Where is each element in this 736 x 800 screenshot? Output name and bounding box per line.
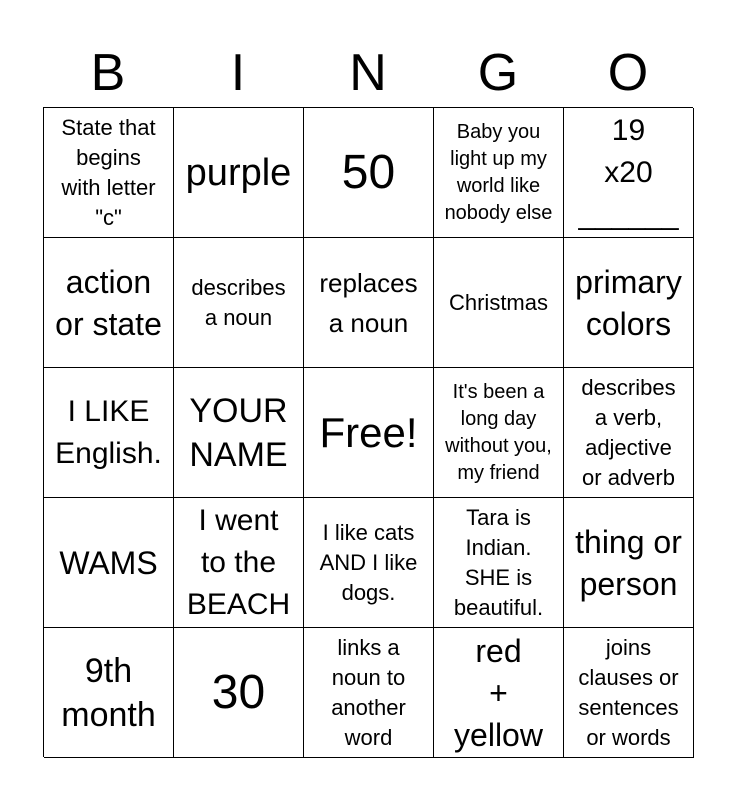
cell-text: I like cats AND I like dogs.: [319, 519, 418, 605]
bingo-cell[interactable]: [174, 238, 304, 368]
header-letter-i: I: [230, 44, 246, 102]
bingo-cell[interactable]: [564, 498, 694, 628]
bingo-cell[interactable]: [304, 238, 434, 368]
cell-text: It's been a long day without you, my friend: [445, 380, 552, 484]
bingo-cell[interactable]: [304, 498, 434, 628]
cell-text: joins clauses or sentences or words: [578, 634, 679, 750]
cell-text: Christmas: [448, 289, 548, 315]
cell-text: Baby you light up my world like nobody else: [444, 120, 553, 224]
bingo-cell[interactable]: [174, 498, 304, 628]
bingo-cell[interactable]: [44, 238, 174, 368]
cell-text: YOUR NAME: [189, 391, 288, 474]
header-letter-o: O: [607, 44, 649, 102]
cell-text: primary colors: [575, 263, 682, 342]
cell-text: 50: [341, 145, 396, 199]
cell-text: I went to the BEACH: [186, 503, 291, 621]
cell-text: purple: [185, 151, 292, 194]
bingo-cell[interactable]: [564, 628, 694, 758]
bingo-cell[interactable]: [434, 498, 564, 628]
cell-text: 30: [211, 665, 266, 719]
cell-text: links a noun to another word: [331, 634, 406, 750]
bingo-cell[interactable]: [564, 238, 694, 368]
bingo-cell[interactable]: [44, 628, 174, 758]
bingo-cell[interactable]: [564, 108, 694, 238]
header-letter-b: B: [90, 44, 126, 102]
bingo-cell[interactable]: [564, 368, 694, 498]
cell-text: I LIKE English.: [55, 394, 162, 470]
bingo-cell[interactable]: [44, 498, 174, 628]
bingo-card: [43, 107, 693, 757]
cell-text: 9th month: [61, 651, 156, 734]
bingo-header: [43, 40, 693, 106]
bingo-cell[interactable]: [174, 368, 304, 498]
bingo-cell[interactable]: [174, 108, 304, 238]
cell-text: Tara is Indian. SHE is beautiful.: [453, 504, 544, 620]
bingo-cell[interactable]: [304, 628, 434, 758]
bingo-cell[interactable]: [304, 108, 434, 238]
free-space-cell[interactable]: [304, 368, 434, 498]
cell-text: 19 x20 ______: [578, 113, 679, 231]
bingo-cell[interactable]: [44, 108, 174, 238]
bingo-cell[interactable]: [434, 238, 564, 368]
bingo-cell[interactable]: [434, 628, 564, 758]
header-letter-g: G: [477, 44, 519, 102]
cell-text: action or state: [55, 263, 162, 342]
cell-text: State that begins with letter "c": [61, 114, 156, 230]
cell-text: replaces a noun: [319, 267, 418, 338]
cell-text: thing or person: [575, 523, 682, 602]
bingo-cell[interactable]: [44, 368, 174, 498]
cell-text: describes a noun: [191, 274, 286, 330]
cell-text: Free!: [319, 408, 418, 456]
cell-text: describes a verb, adjective or adverb: [581, 374, 676, 490]
header-letter-n: N: [349, 44, 387, 102]
cell-text: red + yellow: [454, 632, 543, 753]
bingo-cell[interactable]: [174, 628, 304, 758]
bingo-cell[interactable]: [434, 108, 564, 238]
cell-text: WAMS: [59, 544, 158, 581]
bingo-cell[interactable]: [434, 368, 564, 498]
